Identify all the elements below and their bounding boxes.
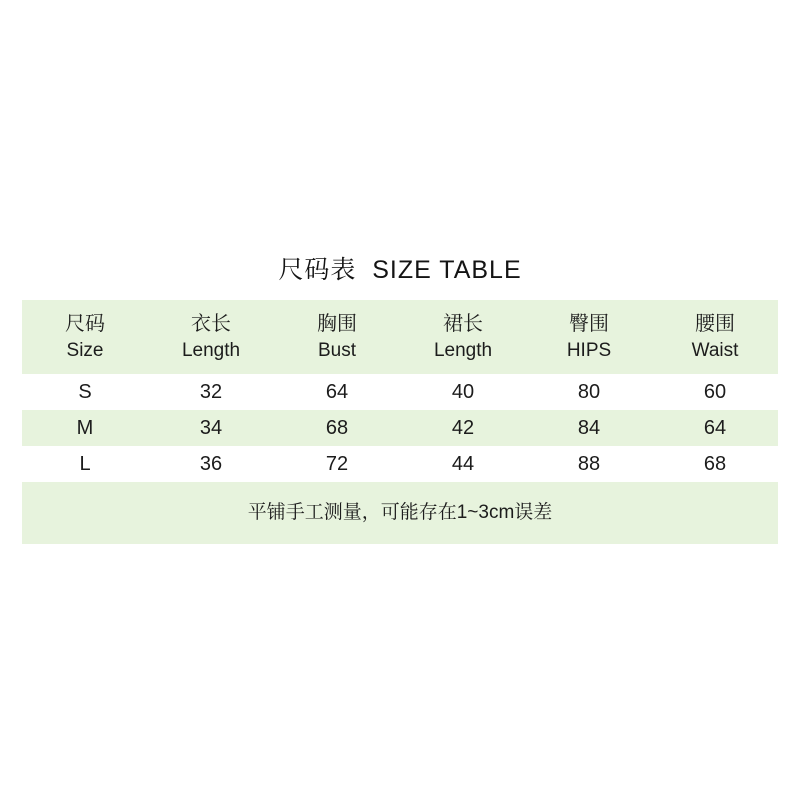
cell-length: 34 bbox=[148, 410, 274, 446]
header-cn-bust: 胸围 bbox=[317, 312, 357, 335]
header-cn-hips: 臀围 bbox=[569, 312, 609, 335]
table-header-cell-skirt-length bbox=[400, 300, 526, 374]
cell-hips: 88 bbox=[526, 446, 652, 482]
table-row bbox=[22, 374, 778, 410]
page-title: 尺码表 SIZE TABLE bbox=[278, 256, 522, 284]
table-note-row bbox=[22, 482, 778, 544]
table-header-cell-waist bbox=[652, 300, 778, 374]
cell-length: 32 bbox=[148, 374, 274, 410]
header-en-size: Size bbox=[66, 339, 104, 361]
cell-size: L bbox=[22, 446, 148, 482]
cell-hips: 80 bbox=[526, 374, 652, 410]
table-header-row bbox=[22, 300, 778, 374]
cell-skirt-length: 44 bbox=[400, 446, 526, 482]
cell-bust: 64 bbox=[274, 374, 400, 410]
table-header-cell-length bbox=[148, 300, 274, 374]
table-header-cell-size bbox=[22, 300, 148, 374]
table-row bbox=[22, 410, 778, 446]
cell-waist: 64 bbox=[652, 410, 778, 446]
cell-waist: 60 bbox=[652, 374, 778, 410]
cell-bust: 68 bbox=[274, 410, 400, 446]
header-cn-skirt-length: 裙长 bbox=[443, 312, 483, 335]
header-cn-size: 尺码 bbox=[65, 312, 105, 335]
header-en-hips: HIPS bbox=[566, 339, 612, 361]
header-en-length: Length bbox=[181, 339, 241, 361]
header-en-waist: Waist bbox=[691, 339, 739, 361]
cell-length: 36 bbox=[148, 446, 274, 482]
size-table bbox=[22, 300, 778, 544]
cell-skirt-length: 42 bbox=[400, 410, 526, 446]
cell-size: M bbox=[22, 410, 148, 446]
header-en-bust: Bust bbox=[317, 339, 357, 361]
cell-size: S bbox=[22, 374, 148, 410]
measurement-note: 平铺手工测量，可能存在1~3cm误差 bbox=[247, 502, 553, 523]
header-cn-waist: 腰围 bbox=[695, 312, 735, 335]
table-header-cell-bust bbox=[274, 300, 400, 374]
size-table-container bbox=[22, 250, 778, 544]
cell-hips: 84 bbox=[526, 410, 652, 446]
cell-bust: 72 bbox=[274, 446, 400, 482]
cell-waist: 68 bbox=[652, 446, 778, 482]
header-cn-length: 衣长 bbox=[191, 312, 231, 335]
header-en-skirt-length: Length bbox=[433, 339, 493, 361]
table-row bbox=[22, 446, 778, 482]
cell-skirt-length: 40 bbox=[400, 374, 526, 410]
table-header-cell-hips bbox=[526, 300, 652, 374]
measurement-note-cell bbox=[22, 482, 778, 544]
